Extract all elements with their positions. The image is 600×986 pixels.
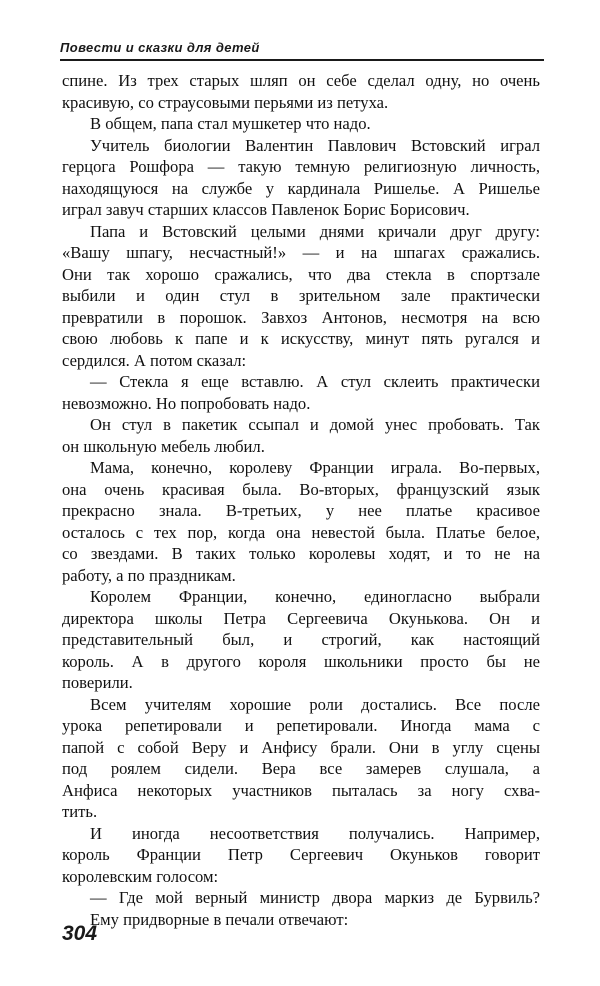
text-line: работу, а по праздникам. [62, 565, 236, 585]
text-line: осталось с тех пор, когда она невестой была. Платье белое, [62, 522, 540, 542]
text-line: она очень красивая была. Во-вторых, французский язык [62, 479, 540, 499]
text-line: поверили. [62, 673, 133, 692]
text-line: урока репетировали и репетировали. Иногда мама с [62, 716, 540, 735]
body-text [62, 70, 540, 930]
text-line: директора школы Петра Сергеевича Окунькова. Он и [62, 608, 540, 628]
text-line: представительный был, и строгий, как настоящий [62, 630, 540, 649]
text-line: под роялем сидели. Вера все замерев слушала, а [62, 759, 540, 778]
page-number: 304 [62, 922, 98, 945]
text-line: «Вашу шпагу, несчастный!» — и на шпагах сражались. [62, 243, 540, 262]
text-line: свою любовь к папе и к искусству, минут пять ругался и [62, 329, 540, 348]
text-line: Мама, конечно, королеву Франции играла. Во-первых, [90, 458, 540, 477]
text-line: выбили и один стул в зрительном зале практически [62, 286, 540, 305]
header-rule [60, 59, 544, 61]
text-line: королевским голосом: [62, 866, 219, 886]
text-line: играл завуч старших классов Павленок Борис Борисович. [62, 200, 470, 219]
text-line: Он стул в пакетик ссыпал и домой унес пробовать. Так [90, 415, 540, 434]
text-line: находящуюся на службе у кардинала Ришелье. А Ришелье [62, 178, 540, 198]
text-line: король Франции Петр Сергеевич Окуньков говорит [62, 845, 540, 864]
text-line: сердился. А потом сказал: [62, 350, 247, 370]
text-line: со звездами. В таких только королевы ходят, и то не на [62, 544, 540, 563]
text-line: невозможно. Но попробовать надо. [62, 393, 311, 413]
text-line: Анфиса некоторых участников пыталась за ногу схва- [62, 780, 540, 800]
text-line: Учитель биологии Валентин Павлович Встовский играл [90, 135, 540, 155]
text-line: герцога Рошфора — такую темную религиозную личность, [62, 157, 540, 176]
text-line: — Стекла я еще вставлю. А стул склеить практически [90, 372, 540, 391]
text-line: он школьную мебель любил. [62, 436, 265, 456]
text-line: И иногда несоответствия получались. Например, [90, 823, 540, 843]
text-line: красивую, со страусовыми перьями из петуха. [62, 92, 389, 112]
text-line: папой с собой Веру и Анфису брали. Они в углу сцены [62, 737, 540, 757]
text-line: — Где мой верный министр двора маркиз де Бурвиль? [90, 888, 540, 907]
text-line: тить. [62, 802, 98, 821]
text-line: Ему придворные в печали отвечают: [90, 909, 349, 929]
text-line: Они так хорошо сражались, что два стекла в спортзале [62, 264, 540, 284]
text-line: Всем учителям хорошие роли достались. Все после [90, 694, 540, 714]
text-line: прекрасно знала. В-третьих, у нее платье красивое [62, 501, 540, 520]
running-header: Повести и сказки для детей [60, 40, 260, 55]
text-line: превратили в порошок. Завхоз Антонов, несмотря на всю [62, 307, 540, 327]
text-line: В общем, папа стал мушкетер что надо. [90, 114, 371, 133]
text-line: король. А в другого короля школьники просто бы не [62, 651, 540, 671]
text-line: Папа и Встовский целыми днями кричали друг другу: [90, 221, 540, 241]
text-line: спине. Из трех старых шляп он себе сделал одну, но очень [62, 71, 540, 90]
text-line: Королем Франции, конечно, единогласно выбрали [90, 587, 540, 606]
